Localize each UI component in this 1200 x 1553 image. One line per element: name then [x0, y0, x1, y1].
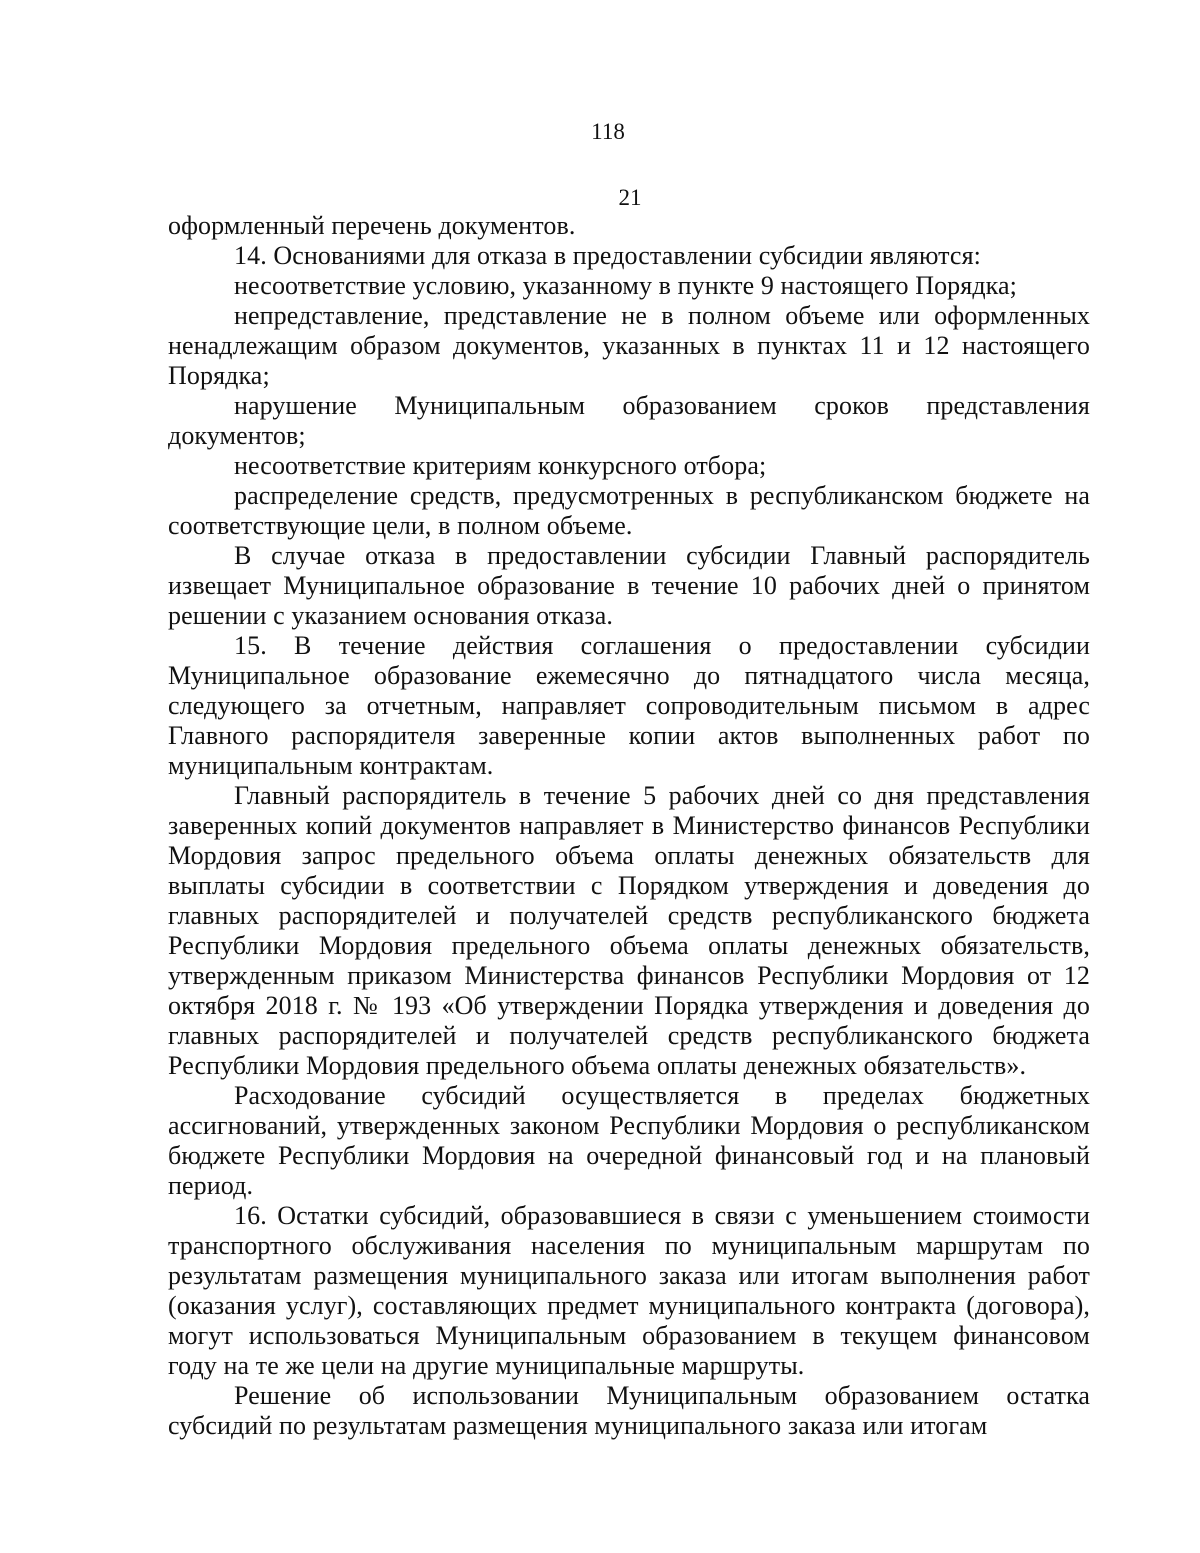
paragraph: Расходование субсидий осуществляется в пределах бюджетных ассигнований, утвержденных законом Республики Мордовия о республиканском бюджете Республики Мордовия на очередной финансовый год и на плановый период. — [168, 1081, 1090, 1200]
paragraph: Решение об использовании Муниципальным образованием остатка субсидий по результатам размещения муниципального заказа или итогам — [168, 1381, 1090, 1440]
paragraph: 16. Остатки субсидий, образовавшиеся в связи с уменьшением стоимости транспортного обслуживания населения по муниципальным маршрутам по результатам размещения муниципального заказа или итогам выполнения работ (оказания услуг), составляющих предмет муниципального контракта (договора), могут использоваться Муниципальным образованием в текущем финансовом году на те же цели на другие муниципальные маршруты. — [168, 1201, 1090, 1380]
paragraph: 14. Основаниями для отказа в предоставлении субсидии являются: — [234, 241, 981, 270]
paragraph: несоответствие критериям конкурсного отбора; — [234, 451, 767, 480]
page-number-outer: 118 — [591, 119, 625, 144]
paragraph: оформленный перечень документов. — [168, 211, 576, 240]
paragraph: 15. В течение действия соглашения о предоставлении субсидии Муниципальное образование ежемесячно до пятнадцатого числа месяца, следующего за отчетным, направляет сопроводительным письмом в адрес Главного распорядителя заверенные копии актов выполненных работ по муниципальным контрактам. — [168, 631, 1090, 780]
paragraph: В случае отказа в предоставлении субсидии Главный распорядитель извещает Муниципальное образование в течение 10 рабочих дней о принятом решении с указанием основания отказа. — [168, 541, 1090, 630]
paragraph: распределение средств, предусмотренных в республиканском бюджете на соответствующие цели, в полном объеме. — [168, 481, 1090, 540]
document-body — [168, 211, 1090, 1441]
paragraph: нарушение Муниципальным образованием сроков представления документов; — [168, 391, 1090, 450]
paragraph: несоответствие условию, указанному в пункте 9 настоящего Порядка; — [234, 271, 1017, 300]
paragraph: непредставление, представление не в полном объеме или оформленных ненадлежащим образом документов, указанных в пунктах 11 и 12 настоящего Порядка; — [168, 301, 1090, 390]
page-number-inner: 21 — [618, 185, 642, 210]
paragraph: Главный распорядитель в течение 5 рабочих дней со дня представления заверенных копий документов направляет в Министерство финансов Республики Мордовия запрос предельного объема оплаты денежных обязательств для выплаты субсидии в соответствии с Порядком утверждения и доведения до главных распорядителей и получателей средств республиканского бюджета Республики Мордовия предельного объема оплаты денежных обязательств, утвержденным приказом Министерства финансов Республики Мордовия от 12 октября 2018 г. № 193 «Об утверждении Порядка утверждения и доведения до главных распорядителей и получателей средств республиканского бюджета Республики Мордовия предельного объема оплаты денежных обязательств». — [168, 781, 1090, 1080]
